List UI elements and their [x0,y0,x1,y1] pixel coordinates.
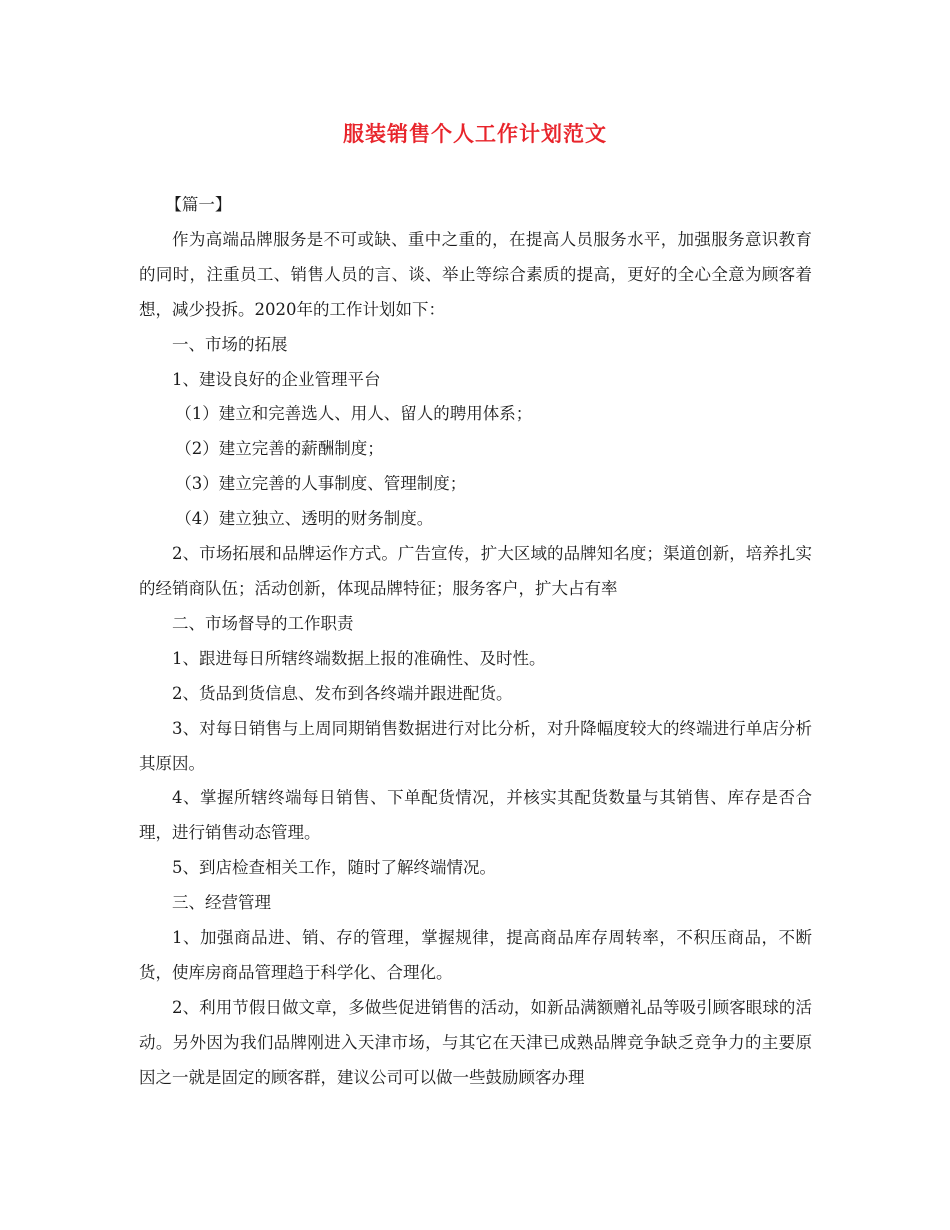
paragraph-market-branding: 2、市场拓展和品牌运作方式。广告宣传，扩大区域的品牌知名度；渠道创新，培养扎实的经销商队伍；活动创新，体现品牌特征；服务客户，扩大占有率 [139,544,812,598]
section-heading-part-one: 【篇一】 [165,195,232,214]
document-body [139,188,812,1096]
list-item: 3、对每日销售与上周同期销售数据进行对比分析，对升降幅度较大的终端进行单店分析其原因。 [139,718,812,773]
intro-paragraph: 作为高端品牌服务是不可或缺、重中之重的，在提高人员服务水平，加强服务意识教育的同时，注重员工、销售人员的言、谈、举止等综合素质的提高，更好的全心全意为顾客着想，减少投拆。2020年的工作计划如下： [139,229,812,319]
section-heading-operations-management: 三、经营管理 [172,893,271,913]
list-item: （2）建立完善的薪酬制度； [175,439,384,459]
subheading-management-platform: 1、建设良好的企业管理平台 [172,369,381,389]
list-item: 1、加强商品进、销、存的管理，掌握规律，提高商品库存周转率，不积压商品，不断货，使库房商品管理趋于科学化、合理化。 [139,928,812,982]
list-item: 2、货品到货信息、发布到各终端并跟进配货。 [172,683,513,703]
list-item: （4）建立独立、透明的财务制度。 [175,509,434,529]
list-item: 2、利用节假日做文章，多做些促进销售的活动，如新品满额赠礼品等吸引顾客眼球的活动。另外因为我们品牌刚进入天津市场，与其它在天津已成熟品牌竞争缺乏竞争力的主要原因之一就是固定的顾客群，建议公司可以做一些鼓励顾客办理 [139,997,812,1087]
document-title: 服装销售个人工作计划范文 [343,121,607,146]
section-heading-supervision-duties: 二、市场督导的工作职责 [172,613,354,633]
list-item: （1）建立和完善选人、用人、留人的聘用体系； [175,404,533,424]
list-item: 1、跟进每日所辖终端数据上报的准确性、及时性。 [172,648,546,668]
list-item: 4、掌握所辖终端每日销售、下单配货情况，并核实其配货数量与其销售、库存是否合理，进行销售动态管理。 [139,788,812,843]
section-heading-market-expansion: 一、市场的拓展 [172,334,288,354]
list-item: 5、到店检查相关工作，随时了解终端情况。 [172,858,496,878]
list-item: （3）建立完善的人事制度、管理制度； [175,474,467,494]
